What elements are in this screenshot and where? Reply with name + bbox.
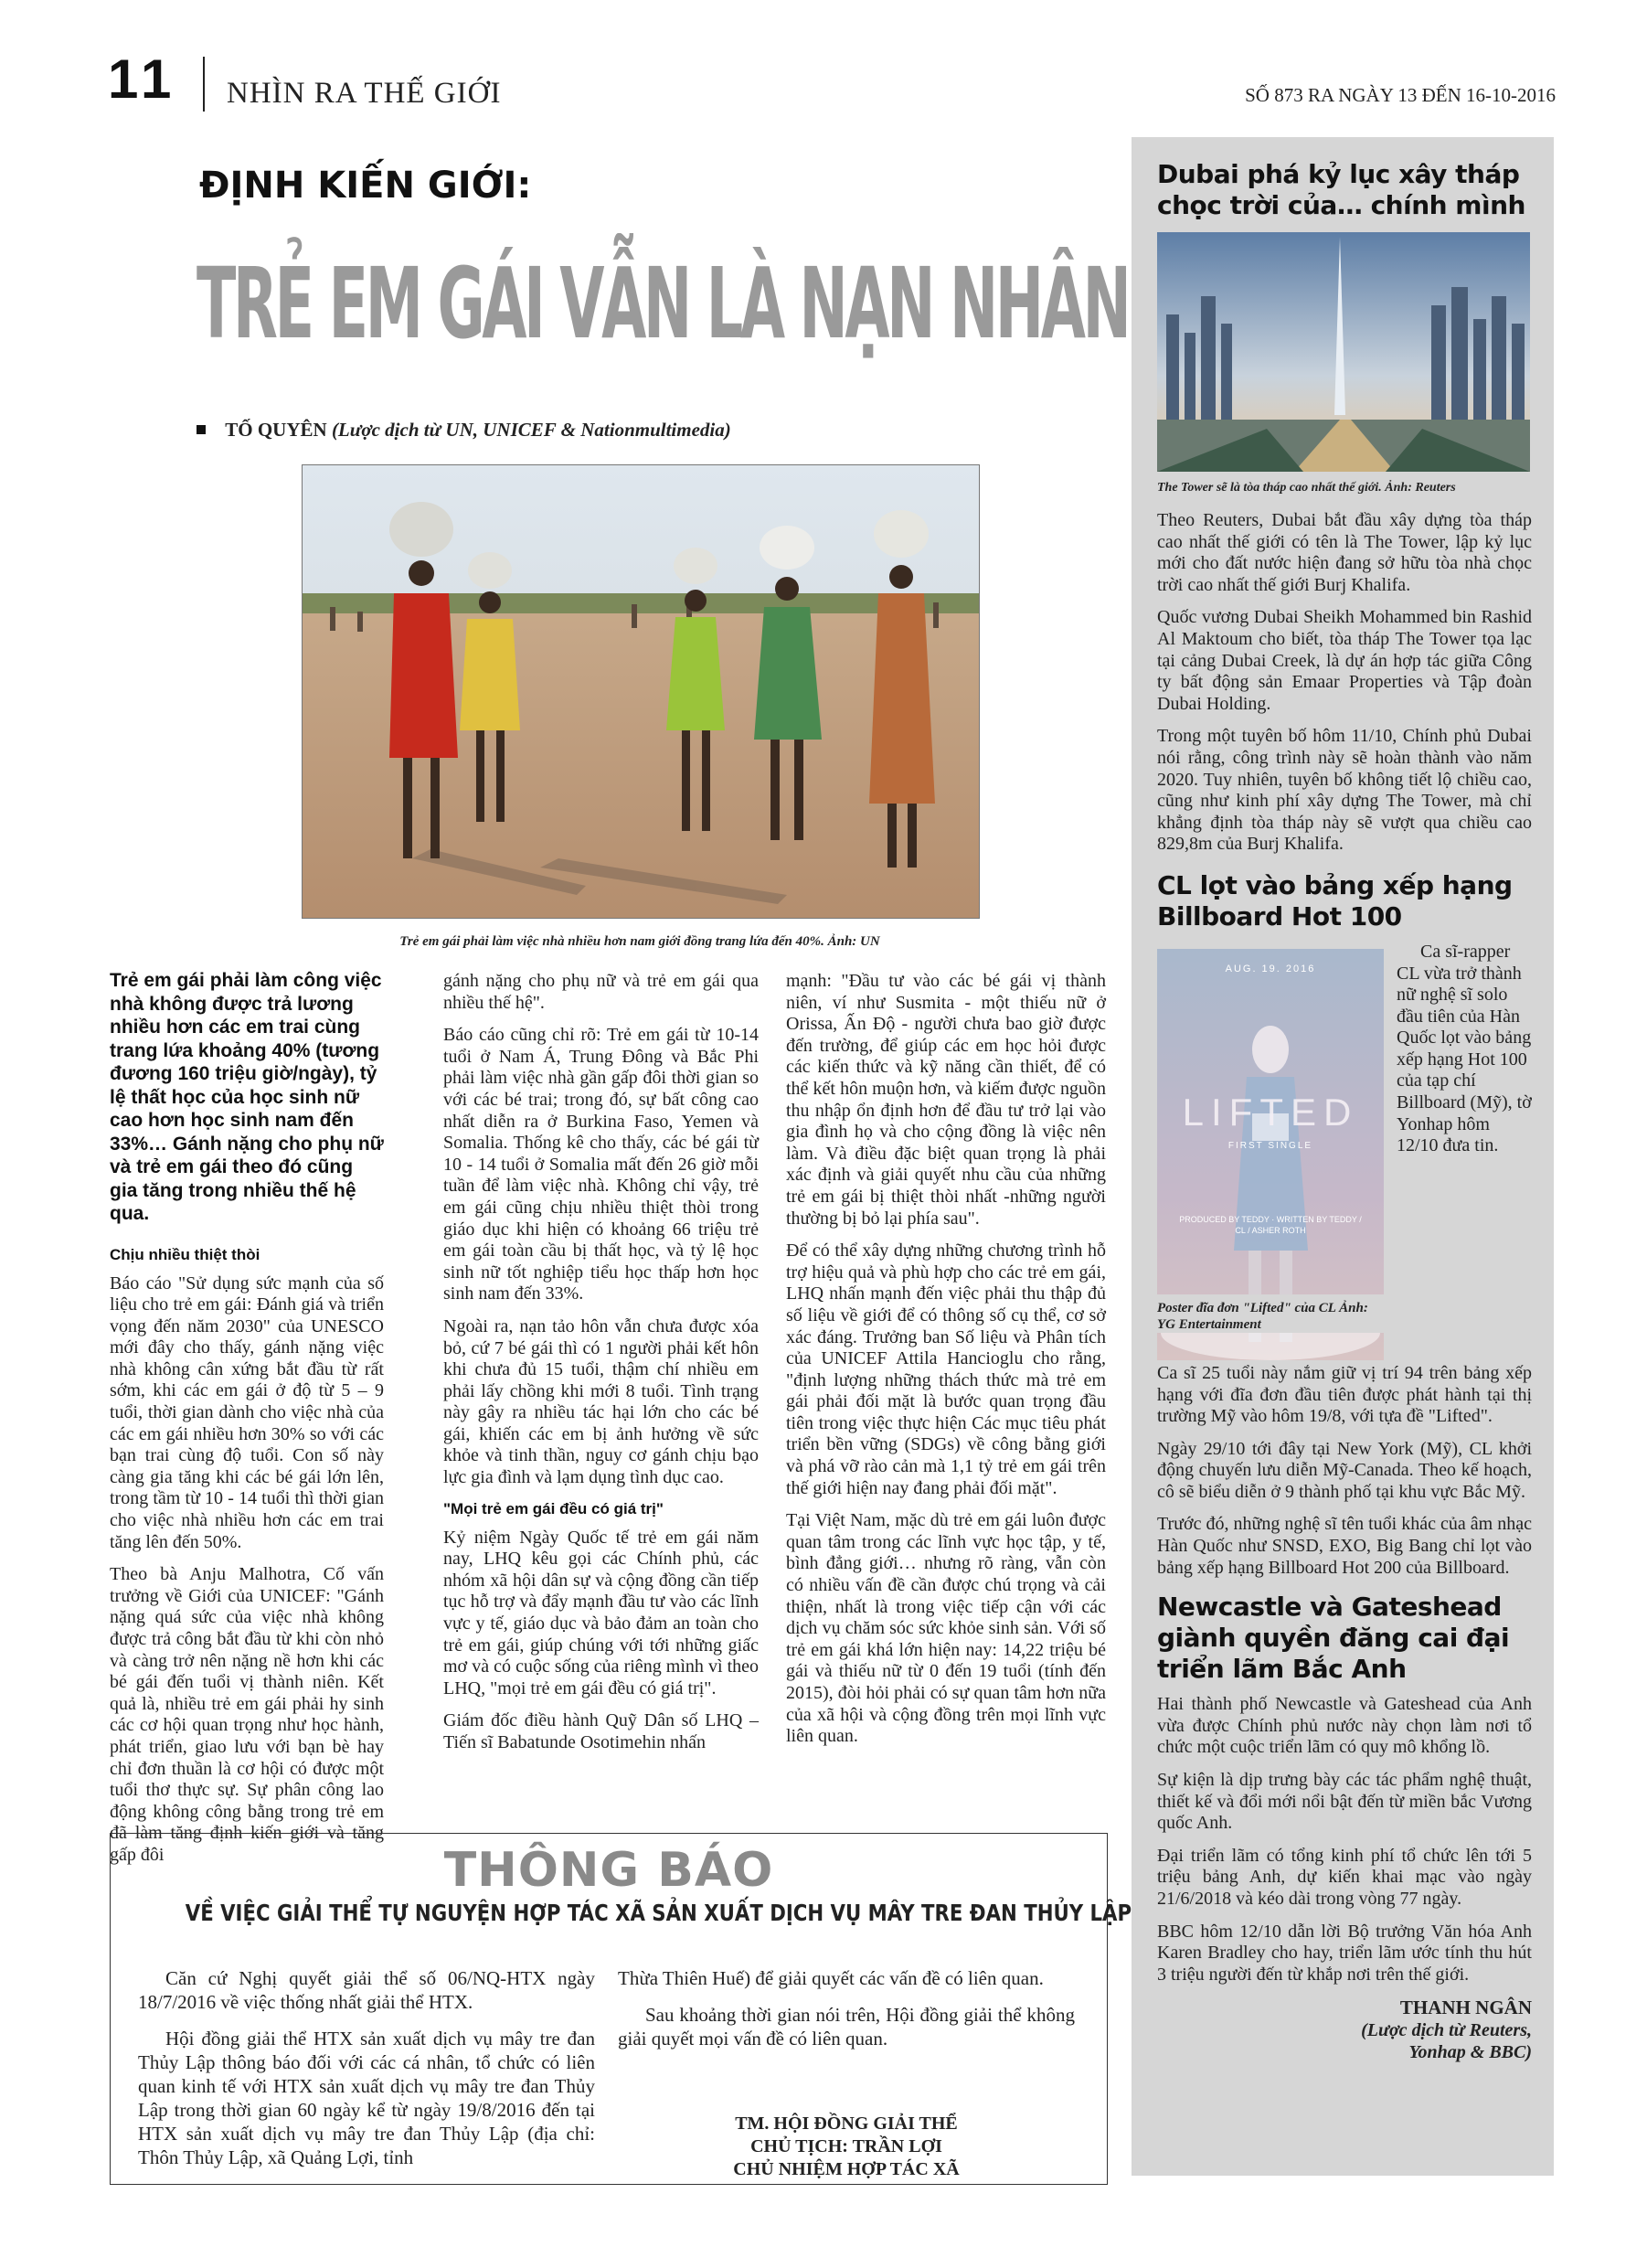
article-lead: Trẻ em gái phải làm công việc nhà không được trả lương nhiều hơn các em trai cùng trang lứa khoảng 40% (tương đương 160 triệu giờ/ngày), tỷ lệ thất học của học sinh nữ cao hơn học sinh nam đến 33%… Gánh nặng cho phụ nữ và trẻ em gái theo đó cũng gia tăng trong nhiều thế hệ qua. [110,970,384,1224]
story2-headline: CL lọt vào bảng xếp hạng Billboard Hot 100 [1157,869,1513,932]
story3-paragraph-4: BBC hôm 12/10 dẫn lời Bộ trưởng Văn hóa Anh Karen Bradley cho hay, triển lãm ước tính thu hút 3 triệu người đến từ khắp nơi trên thế giới. [1157,1921,1532,1985]
section-title: NHÌN RA THẾ GIỚI [227,77,502,110]
col3-paragraph-2: Để có thể xây dựng những chương trình hỗ trợ hiệu quả và phù hợp cho các trẻ em gái, LHQ nhấn mạnh đến việc phải thu thập đủ số liệu về giới để có thông số cụ thể, cơ sở xác đáng. Trưởng ban Số liệu và Phân tích của UNICEF Attila Hancioglu cho rằng, "định lượng những thách thức mà trẻ em gái phải đối mặt là bước quan trọng đầu tiên trong việc thực hiện Các mục tiêu phát triển bền vững (SDGs) về công bằng giới và phá vỡ rào cản mà 1,1 tỷ trẻ em gái trên thế giới hiện nay đang phải đối mặt". [786,1240,1106,1498]
header-divider [203,57,205,112]
notice-paragraph-4: Sau khoảng thời gian nói trên, Hội đồng giải thể không giải quyết mọi vấn đề có liên quan. [618,2004,1075,2050]
story2-caption: Poster đĩa đơn "Lifted" của CL Ảnh: YG Entertainment [1157,1294,1384,1333]
col1-paragraph-2: Theo bà Anju Malhotra, Cố vấn trưởng về Giới của UNICEF: "Gánh nặng quá sức của việc nhà không được trả công bắt đầu từ khi còn nhỏ và càng trở nên nặng nề hơn khi các bé gái đến tuổi vị thành niên. Kết quả là, nhiều trẻ em gái phải hy sinh các cơ hội quan trọng như học hành, phát triển, giao lưu với bạn bè hay chỉ đơn thuần là cơ hội có được một tuổi thơ thực sự. Sự phân công lao động không công bằng trong trẻ em đã làm tăng định kiến giới và tăng gấp đôi [110,1564,384,1865]
story1-paragraph-2: Quốc vương Dubai Sheikh Mohammed bin Rashid Al Maktoum cho biết, tòa tháp The Tower tọa lạc tại cảng Dubai Creek, là dự án hợp tác giữa Công ty bất động sản Emaar Properties và Tập đoàn Dubai Holding. [1157,607,1532,714]
poster-credits: PRODUCED BY TEDDY · WRITTEN BY TEDDY / CL / ASHER ROTH [1179,1214,1362,1235]
notice-paragraph-1: Căn cứ Nghị quyết giải thể số 06/NQ-HTX ngày 18/7/2016 về việc thống nhất giải thể HTX. [138,1967,595,2013]
notice-paragraph-3: Thừa Thiên Huế) để giải quyết các vấn đề có liên quan. [618,1967,1044,1989]
dubai-skyline-image [1157,232,1530,472]
story2-paragraph-2: Ca sĩ 25 tuổi này nắm giữ vị trí 94 trên bảng xếp hạng với đĩa đơn đầu tiên được phát hành tại thị trường Mỹ vào hôm 19/8, với tựa đề "Lifted". [1157,1362,1532,1427]
story1-paragraph-1: Theo Reuters, Dubai bắt đầu xây dựng tòa tháp cao nhất thế giới có tên là The Tower, lập kỷ lục mới cho đất nước hiện đang sở hữu tòa nhà chọc trời cao nhất thế giới Burj Khalifa. [1157,510,1532,595]
notice-subtitle: VỀ VIỆC GIẢI THỂ TỰ NGUYỆN HỢP TÁC XÃ SẢN XUẤT DỊCH VỤ MÂY TRE ĐAN THỦY LẬP [185,1900,1132,1926]
poster-subtitle: FIRST SINGLE [1227,1140,1313,1151]
story1-caption: The Tower sẽ là tòa tháp cao nhất thế giới. Ảnh: Reuters [1157,481,1456,495]
story2-block [1157,941,1532,1365]
notice-sign-line-2: CHỦ TỊCH: TRẦN LỢI [750,2136,942,2156]
girls-carrying-buckets-image [303,465,979,918]
story1-headline: Dubai phá kỷ lục xây tháp chọc trời của… chính mình [1157,159,1525,220]
notice-box [110,1833,1132,2185]
sidebar-author: THANH NGÂN [1399,1996,1532,2019]
article-column-1 [110,969,384,1878]
article-column-2 [443,971,759,1765]
article-column-3 [786,971,1106,1759]
story3-paragraph-2: Sự kiện là dịp trưng bày các tác phẩm nghệ thuật, thiết kế và đổi mới nổi bật đến từ miền bắc Vương quốc Anh. [1157,1770,1532,1834]
sidebar-content [1157,159,1532,2063]
byline [197,419,731,442]
poster-date: AUG. 19. 2016 [1225,963,1316,974]
subhead-2: "Mọi trẻ em gái đều có giá trị" [443,1499,664,1517]
main-photo [302,464,980,919]
col3-paragraph-1: mạnh: "Đầu tư vào các bé gái vị thành niên, ví như Susmita - một thiếu nữ ở Orissa, Ấn Độ - người chưa bao giờ được đến trường, để giúp các em học hỏi được các kiến thức và kỹ năng cần thiết, để có thể kết hôn muộn hơn, và kiếm được nguồn thu nhập ổn định hơn để đầu tư trở lại vào gia đình họ và cho cộng đồng là việc nên làm. Và điều đặc biệt quan trọng là phải xác định và giải quyết nhu cầu của những trẻ em gái bị thiệt thòi nhất -những người thường bị bỏ lại phía sau". [786,971,1106,1229]
notice-signature [618,2113,1075,2181]
col2-paragraph-4: Kỷ niệm Ngày Quốc tế trẻ em gái năm nay, LHQ kêu gọi các Chính phủ, các nhóm xã hội dân sự và cộng đồng cần tiếp tục hỗ trợ và đẩy mạnh đầu tư vào các lĩnh vực y tế, giáo dục và bảo đảm an toàn cho trẻ em gái, giúp chúng với tới những giấc mơ và có cuộc sống của riêng mình vì theo LHQ, "mọi trẻ em gái đều có giá trị". [443,1527,759,1698]
main-photo-caption: Trẻ em gái phải làm việc nhà nhiều hơn nam giới đồng trang lứa đến 40%. Ảnh: UN [399,934,880,949]
story3-paragraph-1: Hai thành phố Newcastle và Gateshead của Anh vừa được Chính phủ nước này chọn làm nơi tổ chức một cuộc triển lãm có quy mô khổng lồ. [1157,1694,1532,1758]
col2-paragraph-3: Ngoài ra, nạn tảo hôn vẫn chưa được xóa bỏ, cứ 7 bé gái thì có 1 người phải kết hôn khi chưa đủ 15 tuổi, thậm chí nhiều em phải lấy chồng khi mới 8 tuổi. Tình trạng này gây ra nhiều tác hại lớn cho các bé gái, khiến các em bị ảnh hưởng về sức khỏe và tinh thần, nguy cơ gánh chịu bạo lực gia đình và lạm dụng tình dục cao. [443,1315,759,1488]
page-number: 11 [108,48,177,110]
story1-paragraph-3: Trong một tuyên bố hôm 11/10, Chính phủ Dubai nói rằng, công trình này sẽ hoàn thành vào năm 2020. Tuy nhiên, tuyên bố không tiết lộ chiều cao, cũng như kinh phí xây dựng The Tower, mà chỉ khẳng định tòa tháp này sẽ vượt qua chiều cao 829,8m của Burj Khalifa. [1157,726,1532,855]
story2-side-text [1397,942,1532,1168]
col2-paragraph-5: Giám đốc điều hành Quỹ Dân số LHQ – Tiến sĩ Babatunde Osotimehin nhấn [443,1710,759,1752]
bullet-square-icon [197,425,206,434]
story2-paragraph-3: Ngày 29/10 tới đây tại New York (Mỹ), CL khởi động chuyến lưu diễn Mỹ-Canada. Theo kế hoạch, cô sẽ biểu diễn ở 9 thành phố tại khu vực Bắc Mỹ. [1157,1438,1532,1502]
byline-note: (Lược dịch từ UN, UNICEF & Nationmultimedia) [331,419,731,441]
byline-name: TỐ QUYÊN [225,419,327,441]
notice-sign-line-3: CHỦ NHIỆM HỢP TÁC XÃ [733,2159,960,2179]
sidebar-author-note: (Lược dịch từ Reuters, Yonhap & BBC) [1361,2020,1532,2063]
col2-paragraph-1: gánh nặng cho phụ nữ và trẻ em gái qua nhiều thế hệ". [443,971,759,1013]
poster-title: LIFTED [1182,1090,1359,1134]
subhead-1: Chịu nhiều thiệt thòi [110,1245,260,1263]
story3-headline: Newcastle và Gateshead giành quyền đăng cai đại triển lãm Bắc Anh [1157,1592,1510,1685]
col3-paragraph-3: Tại Việt Nam, mặc dù trẻ em gái luôn được quan tâm trong các lĩnh vực học tập, y tế, bình đẳng giới… nhưng rõ ràng, vẫn còn có nhiều vấn đề cần được chú trọng và cải thiện, nhất là trong việc tiếp cận với các dịch vụ chăm sóc sức khỏe sinh sản. Với số trẻ em gái khá lớn hiện nay: 14,22 triệu bé gái và thiếu nữ từ 0 đến 19 tuổi (tính đến 2015), đòi hỏi phải có sự quan tâm hơn nữa của xã hội và cộng đồng trên mọi lĩnh vực liên quan. [786,1510,1106,1747]
notice-column-left [138,1966,595,2169]
col2-paragraph-2: Báo cáo cũng chỉ rõ: Trẻ em gái từ 10-14 tuổi ở Nam Á, Trung Đông và Bắc Phi phải làm việc nhà gần gấp đôi thời gian so với các bé trai; trong đó, sự bất công cao nhất diễn ra ở Burkina Faso, Yemen và Somalia. Thống kê cho thấy, các bé gái từ 10 - 14 tuổi ở Somalia mất đến 26 giờ mỗi tuần để làm việc nhà. Không chỉ vậy, trẻ em gái cũng chịu nhiều thiệt thòi trong giáo dục khi hiện có khoảng 66 triệu trẻ em gái toàn cầu bị thất học, và tỷ lệ học sinh nữ tốt nghiệp tiểu học thấp hơn học sinh nam đến 33%. [443,1025,759,1304]
dubai-tower-photo [1157,232,1530,472]
sidebar [1132,137,1554,2176]
article-kicker: ĐỊNH KIẾN GIỚI: [199,165,532,207]
issue-date: SỐ 873 RA NGÀY 13 ĐẾN 16-10-2016 [1245,84,1556,106]
story3-paragraph-3: Đại triển lãm có tổng kinh phí tổ chức lên tới 5 triệu bảng Anh, dự kiến khai mạc vào ngày 21/6/2018 và kéo dài trong vòng 77 ngày. [1157,1845,1532,1909]
article-headline: TRẺ EM GÁI VẪN LÀ NẠN NHÂN [197,248,1129,361]
col1-paragraph-1: Báo cáo "Sử dụng sức mạnh của số liệu cho trẻ em gái: Đánh giá và triển vọng đến năm 2030" của UNESCO mới đây cho thấy, gánh nặng việc nhà không cân xứng bắt đầu từ rất sớm, khi các em gái ở độ từ 5 – 9 tuổi, thời gian dành cho việc nhà của các em gái nhiều hơn 30% so với các bạn trai cùng độ tuổi. Con số này càng gia tăng khi các bé gái lớn lên, trong tầm từ 10 - 14 tuổi thì thời gian cho việc nhà nhiều hơn các em trai tăng lên đến 50%. [110,1272,384,1552]
notice-title: THÔNG BÁO [443,1843,774,1898]
notice-paragraph-2: Hội đồng giải thể HTX sản xuất dịch vụ mây tre đan Thủy Lập thông báo đối với các cá nhân, tổ chức có liên quan kinh tế với HTX sản xuất dịch vụ mây tre đan Thủy Lập trong thời gian 60 ngày kể từ ngày 19/8/2016 đến tại HTX sản xuất dịch vụ mây tre đan Thủy Lập (địa chỉ: Thôn Thủy Lập, xã Quảng Lợi, tỉnh [138,2028,595,2168]
story2-paragraph-4: Trước đó, những nghệ sĩ tên tuổi khác của âm nhạc Hàn Quốc như SNSD, EXO, Big Bang chỉ lọt vào bảng xếp hạng Billboard Hot 200 của Billboard. [1157,1514,1532,1578]
notice-column-right [618,1966,1075,2179]
story2-paragraph-1: Ca sĩ-rapper CL vừa trở thành nữ nghệ sĩ solo đầu tiên của Hàn Quốc lọt vào bảng xếp hạng Hot 100 của tạp chí Billboard (Mỹ), tờ Yonhap hôm 12/10 đưa tin. [1397,941,1532,1156]
notice-sign-line-1: TM. HỘI ĐỒNG GIẢI THỂ [735,2114,958,2134]
